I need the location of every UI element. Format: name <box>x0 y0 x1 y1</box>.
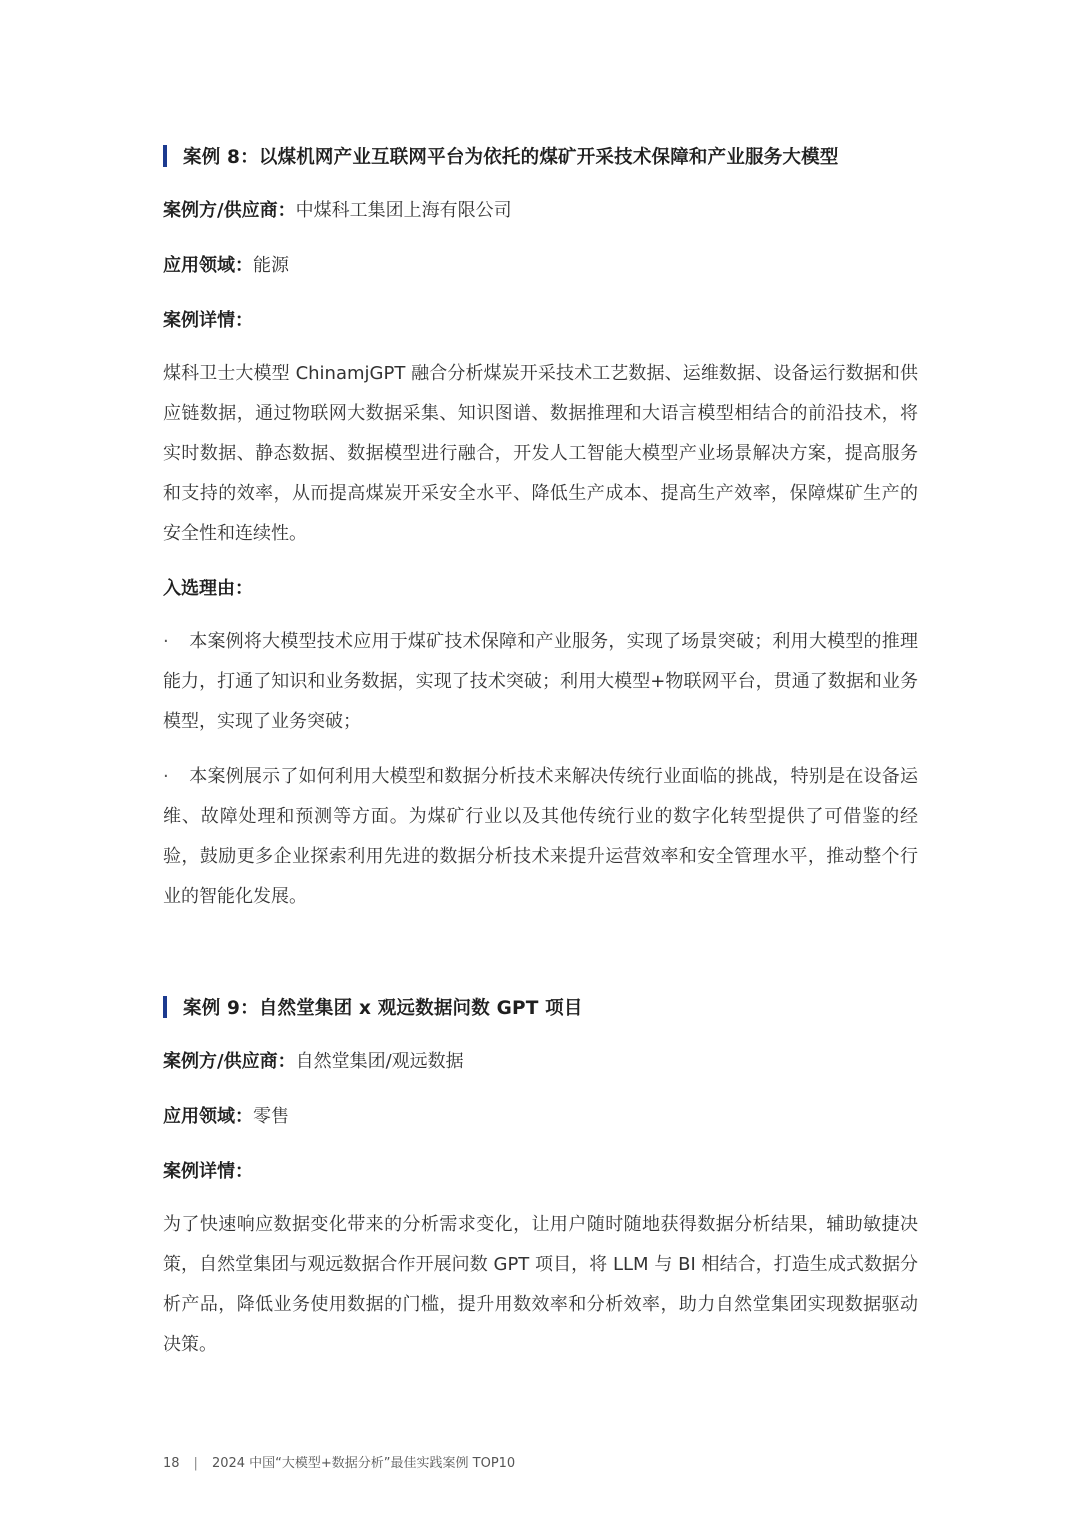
case9-domain <box>163 1104 923 1130</box>
case8-reason-heading <box>163 576 923 602</box>
domain-value: 能源 <box>253 255 289 276</box>
reason-text: 本案例将大模型技术应用于煤矿技术保障和产业服务，实现了场景突破；利用大模型的推理能力，打通了知识和业务数据，实现了技术突破；利用大模型+物联网平台，贯通了数据和业务模型，实现了业务突破； <box>163 631 918 732</box>
bullet-icon: · <box>163 631 169 652</box>
reason-label: 入选理由： <box>163 578 253 599</box>
case8-details-text: 煤科卫士大模型 ChinamjGPT 融合分析煤炭开采技术工艺数据、运维数据、设备运行数据和供应链数据，通过物联网大数据采集、知识图谱、数据推理和大语言模型相结合的前沿技术，将实时数据、静态数据、数据模型进行融合，开发人工智能大模型产业场景解决方案，提高服务和支持的效率，从而提高煤炭开采安全水平、降低生产成本、提高生产效率，保障煤矿生产的安全性和连续性。 <box>163 363 918 544</box>
details-label: 案例详情： <box>163 310 253 331</box>
reason-text: 本案例展示了如何利用大模型和数据分析技术来解决传统行业面临的挑战，特别是在设备运维、故障处理和预测等方面。为煤矿行业以及其他传统行业的数字化转型提供了可借鉴的经验，鼓励更多企业探索利用先进的数据分析技术来提升运营效率和安全管理水平，推动整个行业的智能化发展。 <box>163 766 918 907</box>
provider-value: 自然堂集团/观远数据 <box>295 1051 464 1072</box>
report-title: 2024 中国“大模型+数据分析”最佳实践案例 TOP10 <box>211 1456 516 1471</box>
bullet-icon: · <box>163 766 169 787</box>
domain-value: 零售 <box>253 1106 289 1127</box>
case9-details-text: 为了快速响应数据变化带来的分析需求变化，让用户随时随地获得数据分析结果，辅助敏捷决策，自然堂集团与观远数据合作开展问数 GPT 项目，将 LLM 与 BI 相结合，打造生成式数据分析产品，降低业务使用数据的门槛，提升用数效率和分析效率，助力自然堂集团实现数据驱动决策。 <box>163 1214 918 1355</box>
case8-title: 案例 8：以煤机网产业互联网平台为依托的煤矿开采技术保障和产业服务大模型 <box>183 147 839 168</box>
case9-heading <box>163 994 923 1020</box>
case8-details-heading <box>163 308 923 334</box>
provider-label: 案例方/供应商： <box>163 200 296 221</box>
case8-heading <box>163 143 923 169</box>
provider-label: 案例方/供应商： <box>163 1051 296 1072</box>
heading-accent-bar <box>163 145 167 167</box>
footer-separator: | <box>193 1456 198 1471</box>
case8-provider <box>163 198 923 224</box>
case8-domain <box>163 253 923 279</box>
case9-provider <box>163 1049 923 1075</box>
case9-details-heading <box>163 1159 923 1185</box>
page-footer <box>163 1452 515 1471</box>
provider-value: 中煤科工集团上海有限公司 <box>295 200 512 221</box>
case8-reason-item <box>163 757 918 917</box>
domain-label: 应用领域： <box>163 255 253 276</box>
case9-title: 案例 9：自然堂集团 x 观远数据问数 GPT 项目 <box>183 998 583 1019</box>
heading-accent-bar <box>163 996 167 1018</box>
case8-reason-item <box>163 622 918 742</box>
page-number: 18 <box>163 1456 180 1471</box>
domain-label: 应用领域： <box>163 1106 253 1127</box>
details-label: 案例详情： <box>163 1161 253 1182</box>
